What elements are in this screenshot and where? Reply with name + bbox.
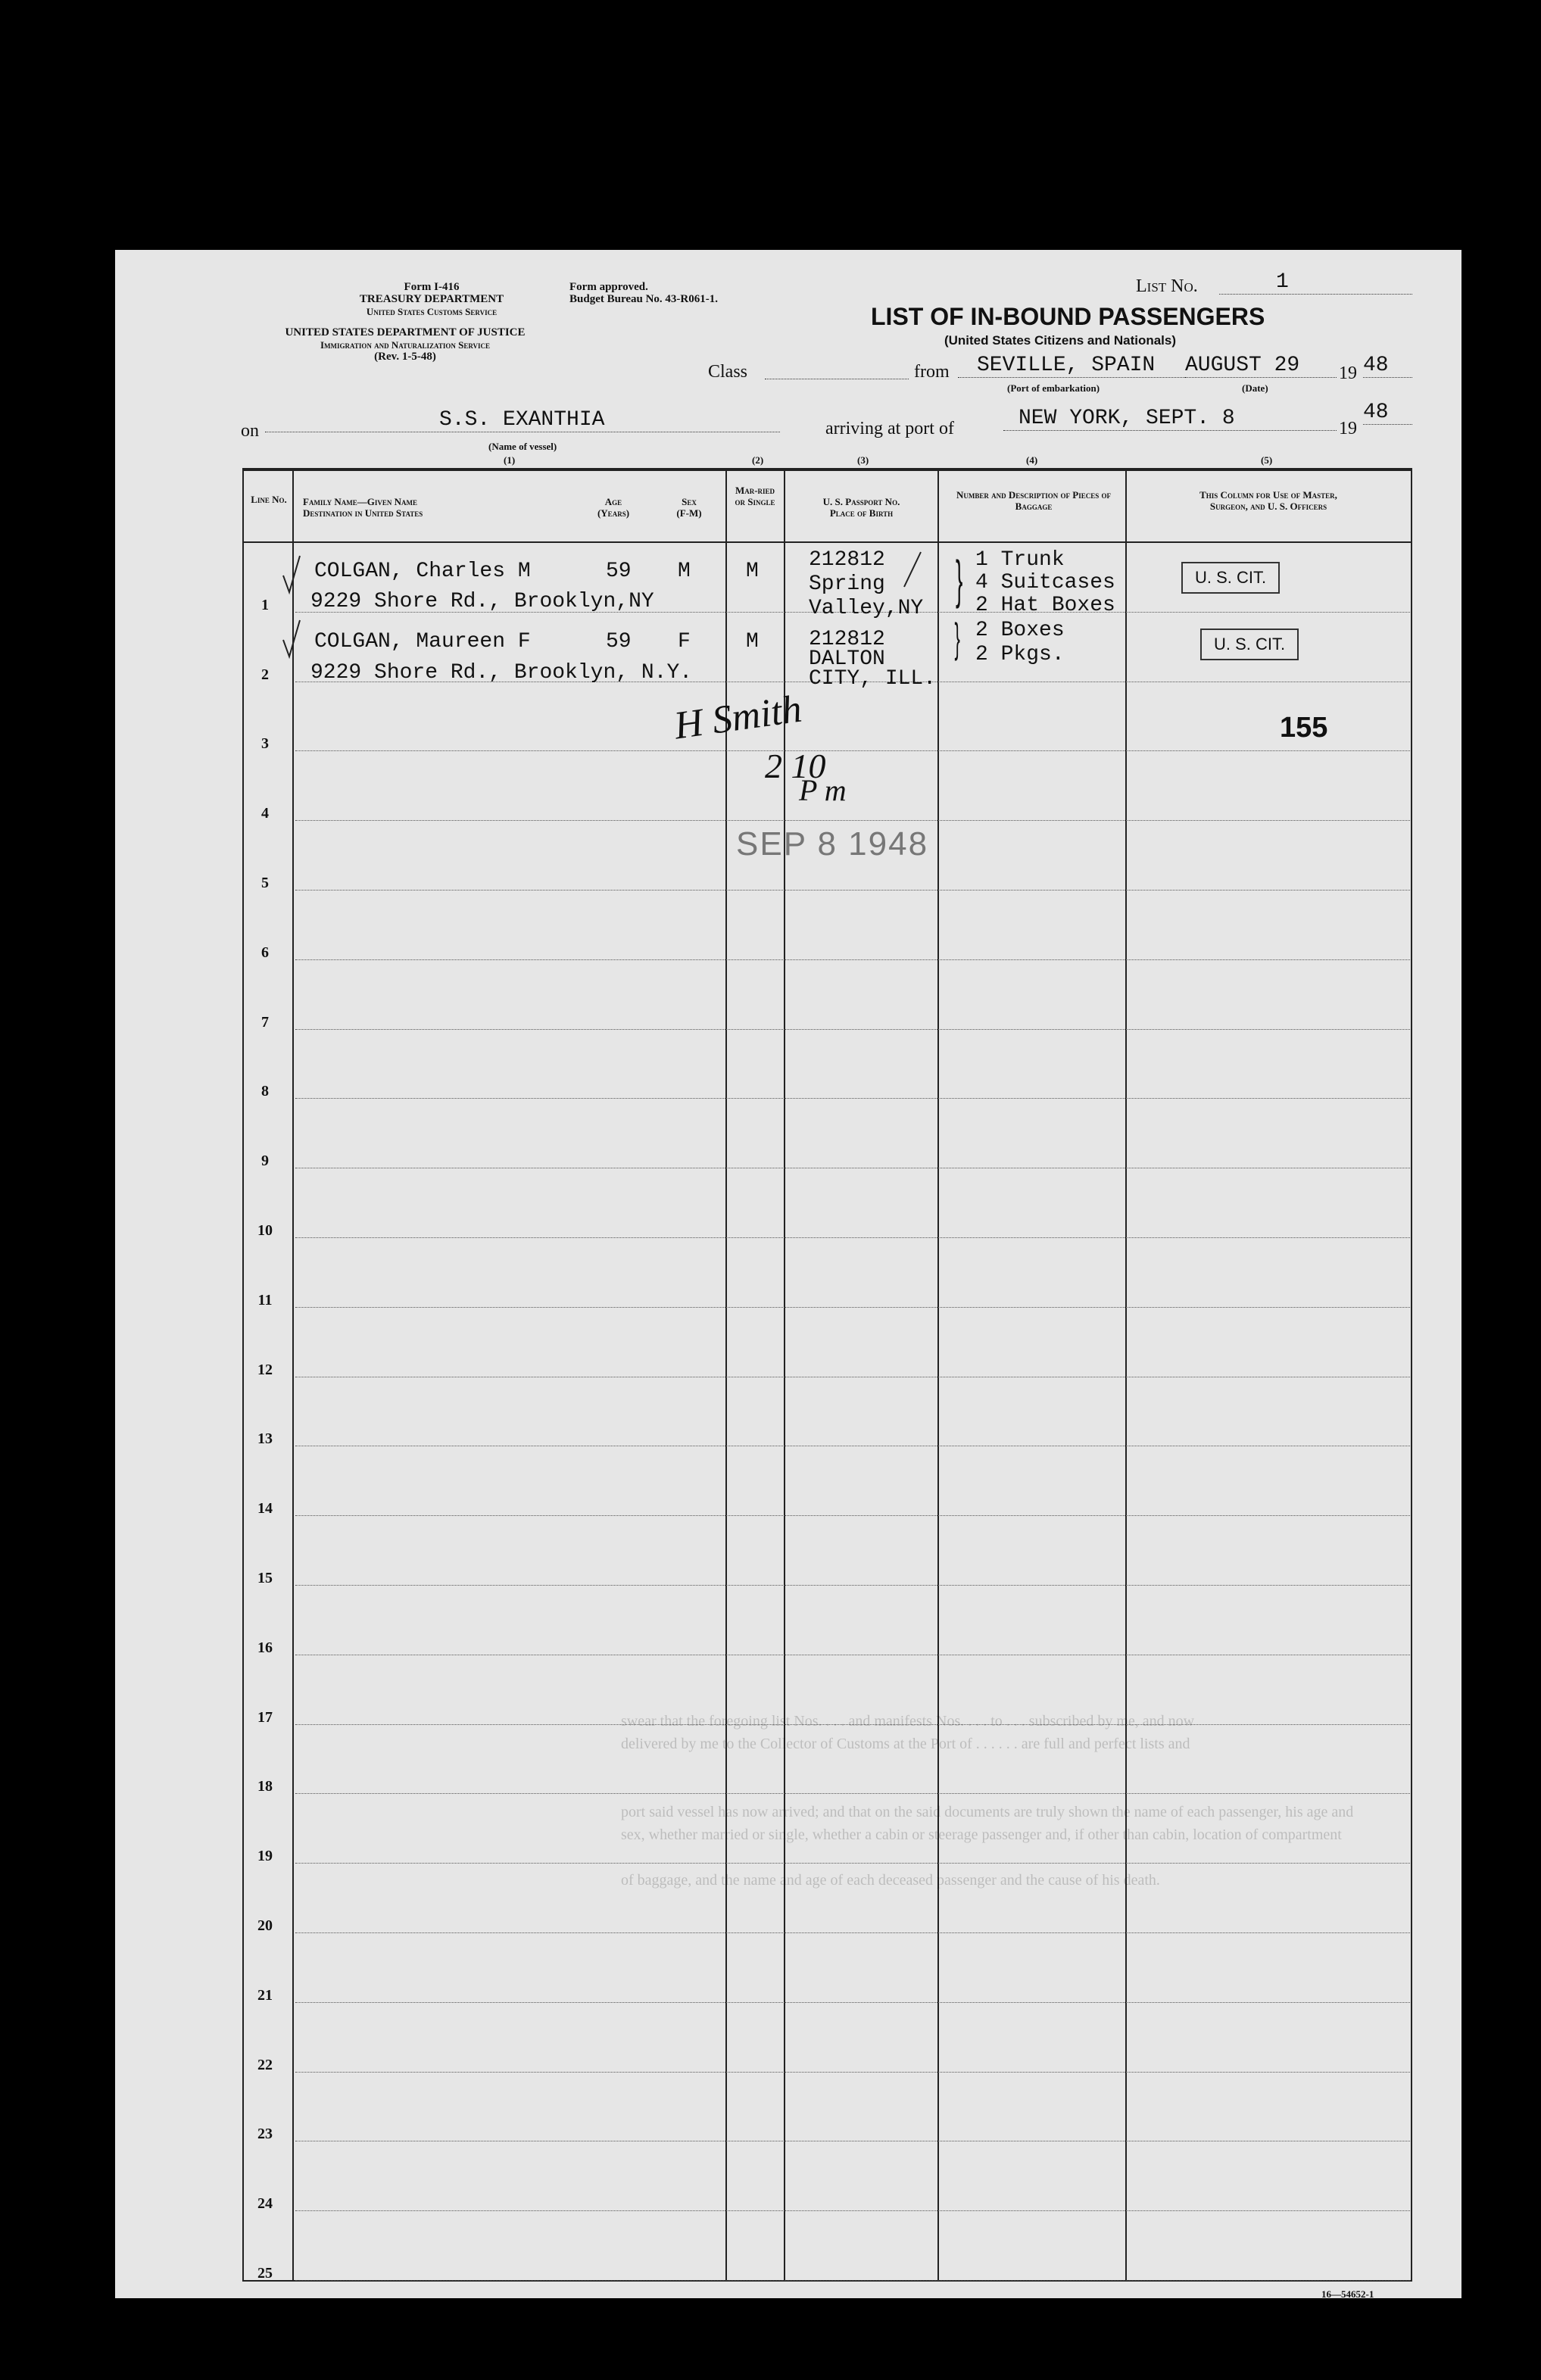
row-rule [295, 1237, 1410, 1238]
row-rule [295, 2210, 1410, 2211]
passenger-name: COLGAN, Charles M [314, 560, 531, 583]
bleed-through: sex, whether married or single, whether a cabin or steerage passenger and, if other than cabin, location of compartment [621, 1826, 1342, 1843]
baggage-item: 4 Suitcases [975, 571, 1115, 594]
column-number: (5) [1261, 454, 1273, 466]
line-number: 20 [257, 1917, 273, 1934]
passenger-married: M [746, 630, 759, 653]
column-number: (2) [752, 454, 764, 466]
ins-service: Immigration and Naturalization Service [320, 339, 491, 351]
header-sex-sub: (F-M) [676, 507, 702, 519]
birthplace: DALTON [809, 647, 885, 671]
column-rule [292, 468, 294, 2282]
birthplace: Valley,NY [809, 597, 924, 620]
arrival-port: NEW YORK, SEPT. 8 [1003, 407, 1337, 431]
line-number: 16 [257, 1639, 273, 1656]
line-number: 2 [261, 666, 269, 683]
line-number: 5 [261, 875, 269, 891]
baggage-item: 2 Boxes [975, 619, 1065, 642]
treasury-department: TREASURY DEPARTMENT [359, 293, 504, 305]
line-number: 6 [261, 944, 269, 961]
line-number: 25 [257, 2265, 273, 2282]
header-sex: Sex [682, 496, 697, 507]
birthplace: Spring [809, 572, 885, 596]
passenger-name: COLGAN, Maureen F [314, 630, 531, 653]
column-number: (1) [504, 454, 516, 466]
check-mark-icon [280, 617, 303, 663]
check-mark-icon [901, 549, 924, 594]
row-rule [295, 1585, 1410, 1586]
line-number: 14 [257, 1500, 273, 1518]
row-rule [295, 820, 1410, 821]
line-number: 22 [257, 2056, 273, 2073]
header-birthplace: Place of Birth [829, 507, 894, 519]
header-married: Mar-ried or Single [735, 485, 775, 507]
arrival-year: 48 [1363, 401, 1412, 425]
line-number: 19 [257, 1848, 273, 1865]
row-rule [295, 2002, 1410, 2003]
form-approved: Form approved. [569, 281, 648, 293]
baggage-item: 2 Pkgs. [975, 643, 1065, 666]
passenger-age: 59 [606, 630, 632, 653]
class-field [765, 356, 909, 379]
bleed-through: delivered by me to the Collector of Customs at the Port of . . . . . . are full and perfect lists and [621, 1736, 1190, 1752]
budget-bureau: Budget Bureau No. 43-R061-1. [569, 293, 718, 305]
time-annotation: P m [799, 773, 847, 807]
line-number: 21 [257, 1986, 273, 2004]
baggage-item: 2 Hat Boxes [975, 594, 1115, 617]
row-rule [295, 1863, 1410, 1864]
line-number: 3 [261, 735, 269, 753]
passenger-age: 59 [606, 560, 632, 583]
passenger-married: M [746, 560, 759, 583]
revision: (Rev. 1-5-48) [374, 351, 436, 363]
header-baggage: Number and Description of Pieces of Baggage [956, 489, 1111, 512]
list-subtitle: (United States Citizens and Nationals) [944, 333, 1177, 348]
date-stamp: SEP 8 1948 [736, 825, 929, 862]
header-age: Age [604, 496, 622, 507]
line-number: 9 [261, 1153, 269, 1170]
birthplace: CITY, ILL. [809, 667, 937, 691]
year-prefix: 19 [1339, 363, 1357, 383]
on-label: on [241, 421, 259, 441]
header-passport: U. S. Passport No. [822, 496, 900, 507]
header-rule [242, 468, 1412, 471]
inspector-signature: H Smith [671, 687, 805, 748]
column-rule [784, 468, 785, 2282]
list-number: 1 [1219, 271, 1412, 295]
embarkation-date: AUGUST 29 [1185, 354, 1337, 378]
list-no-label: List No. [1136, 276, 1198, 296]
line-number: 24 [257, 2195, 273, 2213]
year-prefix: 19 [1339, 419, 1357, 438]
column-number: (3) [857, 454, 869, 466]
citizen-stamp: U. S. CIT. [1200, 629, 1299, 660]
passport-number: 212812 [809, 628, 885, 651]
arriving-label: arriving at port of [825, 419, 954, 438]
bleed-through: swear that the foregoing list Nos. . . . and manifests Nos. . . . to . . . subscribed by me, and now [621, 1713, 1195, 1730]
line-number: 12 [257, 1361, 273, 1378]
row-rule [295, 1515, 1410, 1516]
header-line-no: Line No. [251, 494, 287, 505]
passenger-address: 9229 Shore Rd., Brooklyn, N.Y. [310, 661, 693, 685]
row-rule [295, 1793, 1410, 1794]
port-caption: (Port of embarkation) [1007, 382, 1100, 394]
customs-service: United States Customs Service [366, 306, 498, 317]
header-name: Family Name—Given Name [303, 496, 418, 507]
line-number: 7 [261, 1013, 269, 1031]
citizen-stamp: U. S. CIT. [1181, 562, 1280, 594]
embarkation-year: 48 [1363, 354, 1412, 378]
list-title: LIST OF IN-BOUND PASSENGERS [871, 303, 1265, 330]
baggage-bracket: } [956, 550, 963, 609]
row-rule [295, 2280, 1410, 2281]
row-rule [295, 2072, 1410, 2073]
line-number: 11 [257, 1291, 273, 1309]
passport-number: 212812 [809, 548, 885, 572]
header-rule [242, 541, 1412, 543]
baggage-item: 1 Trunk [975, 548, 1065, 572]
line-number: 15 [257, 1570, 273, 1586]
column-number: (4) [1026, 454, 1038, 466]
row-rule [295, 1932, 1410, 1933]
row-rule [295, 890, 1410, 891]
row-rule [295, 750, 1410, 751]
vessel-name: S.S. EXANTHIA [265, 409, 780, 432]
check-mark-icon [280, 553, 303, 598]
column-rule [937, 468, 939, 2282]
header-age-sub: (Years) [597, 507, 630, 519]
passenger-address: 9229 Shore Rd., Brooklyn,NY [310, 590, 654, 613]
from-label: from [914, 362, 950, 382]
line-number: 8 [261, 1083, 269, 1100]
bleed-through: port said vessel has now arrived; and that on the said documents are truly shown the name of each passenger, his age and [621, 1804, 1354, 1820]
date-caption: (Date) [1242, 382, 1268, 394]
baggage-bracket: } [954, 614, 960, 661]
row-rule [295, 1029, 1410, 1030]
row-rule [295, 959, 1410, 960]
header-officers: This Column for Use of Master, Surgeon, and U. S. Officers [1199, 489, 1337, 512]
time-annotation: 2 10 [765, 747, 826, 785]
department-of-justice: UNITED STATES DEPARTMENT OF JUSTICE [285, 326, 526, 338]
line-number: 4 [261, 805, 269, 822]
line-number: 10 [257, 1222, 273, 1239]
vessel-caption: (Name of vessel) [488, 441, 557, 452]
column-rule [1125, 468, 1127, 2282]
class-label: Class [708, 362, 748, 382]
form-number: Form I-416 [404, 281, 460, 293]
embarkation-port: SEVILLE, SPAIN [958, 354, 1185, 378]
form-code: 16—54652-1 [1321, 2288, 1374, 2300]
bleed-through: of baggage, and the name and age of each deceased passenger and the cause of his death. [621, 1872, 1160, 1889]
line-number: 17 [257, 1708, 273, 1726]
page-count: 155 [1280, 712, 1328, 744]
line-number: 23 [257, 2126, 273, 2143]
header-destination: Destination in United States [303, 507, 423, 519]
manifest-table [242, 468, 1412, 2282]
row-rule [295, 1307, 1410, 1308]
passenger-sex: M [678, 560, 691, 583]
line-number: 18 [257, 1778, 273, 1795]
row-rule [295, 1098, 1410, 1099]
line-number: 1 [261, 596, 269, 613]
line-number: 13 [257, 1430, 273, 1448]
passenger-sex: F [678, 630, 691, 653]
